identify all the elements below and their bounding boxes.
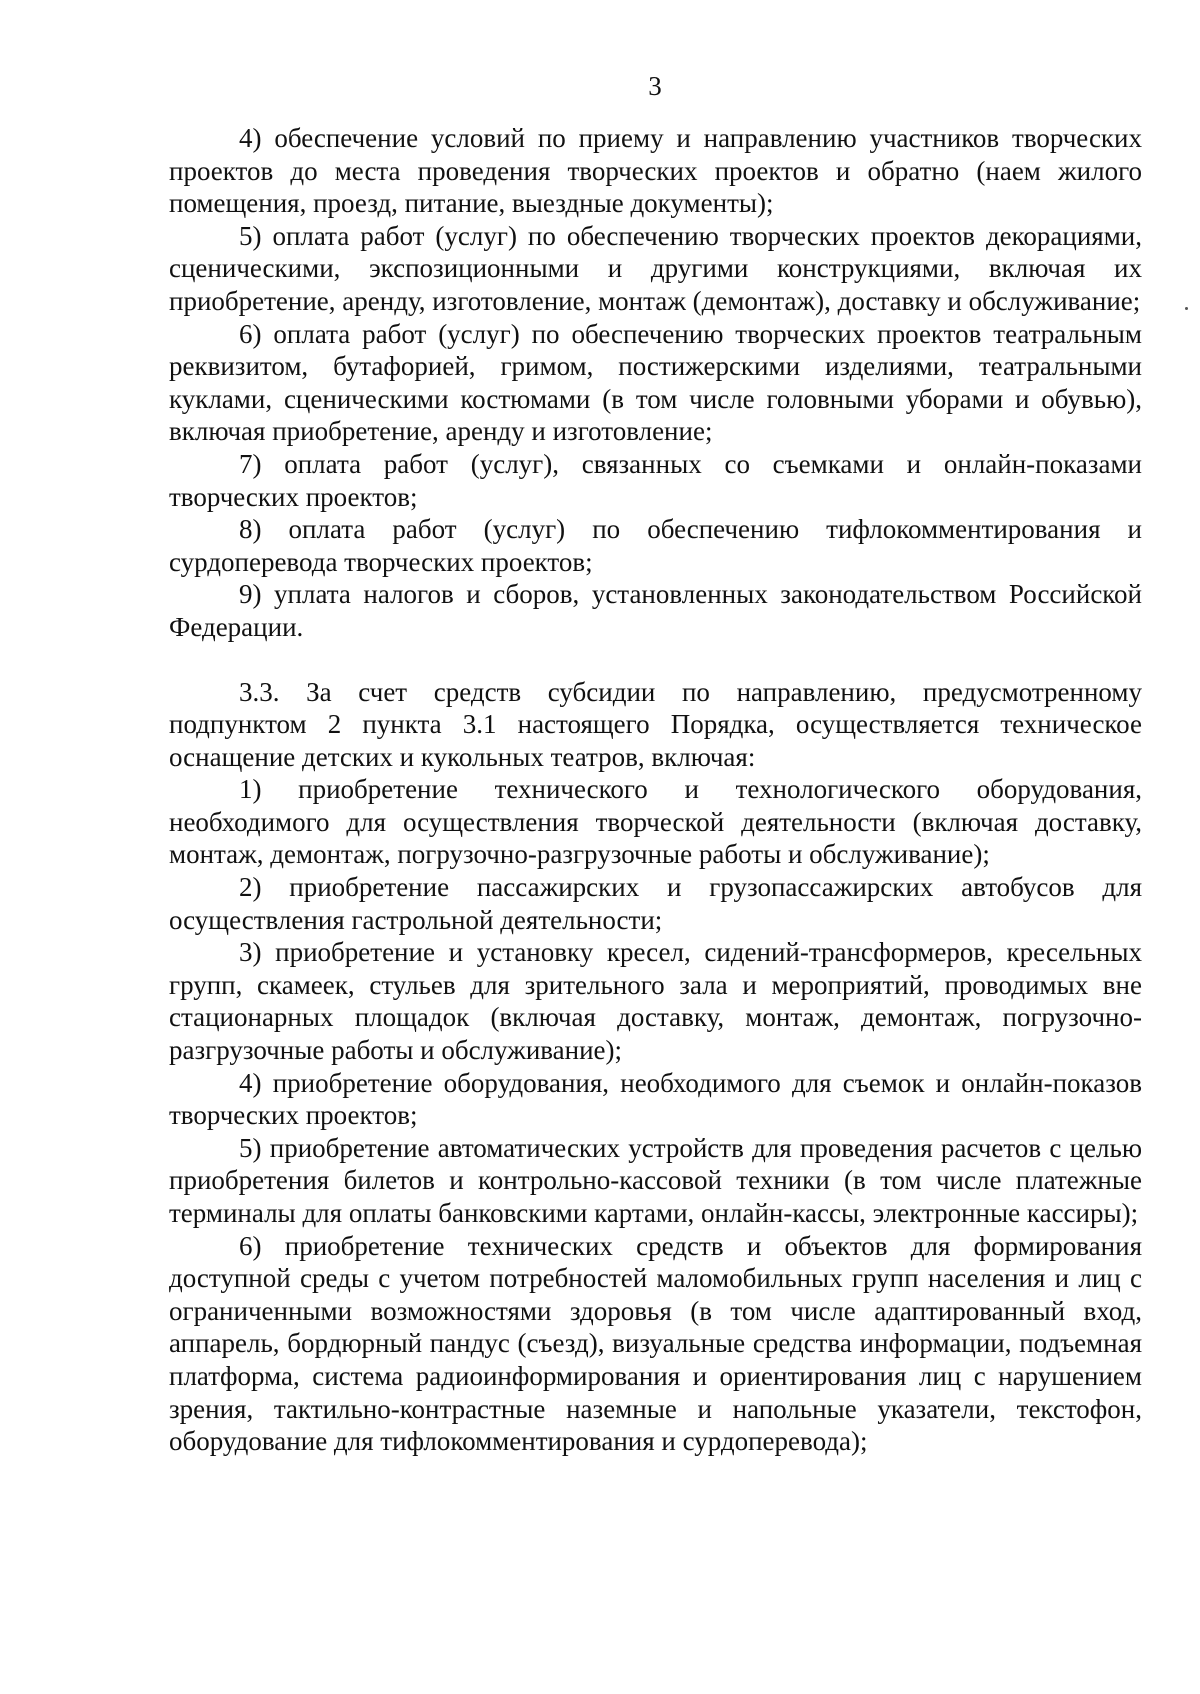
list-item-b3: 3) приобретение и установку кресел, сидений-трансформеров, кресельных групп, скамеек, стульев для зрительного зала и мероприятий, проводимых вне стационарных площадок (включая доставку, монтаж, демонтаж, погрузочно-разгрузочные работы и обслуживание);	[169, 937, 1142, 1066]
document-body	[169, 122, 1142, 1458]
list-item-a6: 6) оплата работ (услуг) по обеспечению творческих проектов театральным реквизитом, бутафорией, гримом, постижерскими изделиями, театральными куклами, сценическими костюмами (в том числе головными уборами и обувью), включая приобретение, аренду и изготовление;	[169, 318, 1142, 447]
list-item-a5: 5) оплата работ (услуг) по обеспечению творческих проектов декорациями, сценическими, экспозиционными и другими конструкциями, включая их приобретение, аренду, изготовление, монтаж (демонтаж), доставку и обслуживание;	[169, 220, 1142, 316]
section-3-3-intro: 3.3. За счет средств субсидии по направлению, предусмотренному подпунктом 2 пункта 3.1 настоящего Порядка, осуществляется техническое оснащение детских и кукольных театров, включая:	[169, 676, 1142, 772]
list-item-b4: 4) приобретение оборудования, необходимого для съемок и онлайн-показов творческих проектов;	[169, 1067, 1142, 1131]
list-item-a9: 9) уплата налогов и сборов, установленных законодательством Российской Федерации.	[169, 579, 1142, 642]
list-item-b1: 1) приобретение технического и технологического оборудования, необходимого для осуществления творческой деятельности (включая доставку, монтаж, демонтаж, погрузочно-разгрузочные работы и обслуживание);	[169, 774, 1142, 870]
scan-speck	[1185, 307, 1188, 310]
list-item-a8: 8) оплата работ (услуг) по обеспечению тифлокомментирования и сурдоперевода творческих проектов;	[169, 514, 1142, 577]
list-item-b2: 2) приобретение пассажирских и грузопассажирских автобусов для осуществления гастрольной деятельности;	[169, 872, 1142, 935]
list-item-a7: 7) оплата работ (услуг), связанных со съемками и онлайн-показами творческих проектов;	[169, 448, 1142, 512]
list-item-b5: 5) приобретение автоматических устройств для проведения расчетов с целью приобретения билетов и контрольно-кассовой техники (в том числе платежные терминалы для оплаты банковскими картами, онлайн-кассы, электронные кассиры);	[169, 1132, 1142, 1228]
list-item-a4: 4) обеспечение условий по приему и направлению участников творческих проектов до места проведения творческих проектов и обратно (наем жилого помещения, проезд, питание, выездные документы);	[169, 123, 1142, 219]
list-item-b6: 6) приобретение технических средств и объектов для формирования доступной среды с учетом потребностей маломобильных групп населения и лиц с ограниченными возможностями здоровья (в том числе адаптированный вход, аппарель, бордюрный пандус (съезд), визуальные средства информации, подъемная платформа, система радиоинформирования и ориентирования лиц с нарушением зрения, тактильно-контрастные наземные и напольные указатели, текстофон, оборудование для тифлокомментирования и сурдоперевода);	[169, 1230, 1142, 1457]
section-gap	[169, 644, 1142, 676]
page-number: 3	[648, 71, 662, 101]
